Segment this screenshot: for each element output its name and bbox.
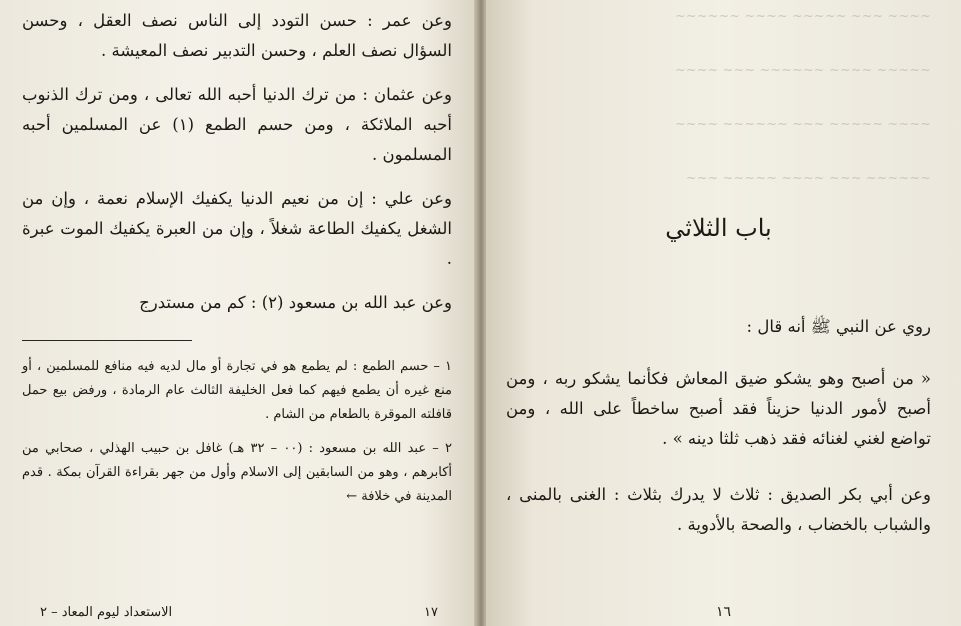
left-page: [0, 0, 478, 626]
right-page: [486, 0, 961, 626]
paragraph-hadith-intro: روي عن النبي ﷺ أنه قال :: [746, 317, 931, 336]
footnote-divider: [22, 340, 192, 341]
bleed-through-text: ~~~~ ~~~ ~~~~~ ~~~~ ~~~~~~: [674, 9, 931, 24]
right-page-number: ١٦: [715, 604, 732, 620]
left-page-footer: [40, 605, 438, 620]
left-page-number: ١٧: [424, 605, 438, 620]
paragraph-ibn-masud: وعن عبد الله بن مسعود (٢) : كم من مستدرج: [139, 293, 452, 312]
paragraph-ali: وعن علي : إن من نعيم الدنيا يكفيك الإسلام نعمة ، وإن من الشغل يكفيك الطاعة شغلاً ، وإن من العبرة يكفيك الموت عبرة .: [22, 189, 452, 268]
bleed-through-text: ~~~~~ ~~~~ ~~~~~~ ~~~ ~~~~: [674, 63, 931, 78]
chapter-title: باب الثلاثي: [665, 214, 772, 242]
paragraph-omar: وعن عمر : حسن التودد إلى الناس نصف العقل ، وحسن السؤال نصف العلم ، وحسن التدبير نصف المعيشة .: [22, 11, 452, 60]
running-footer: الاستعداد ليوم المعاد – ٢: [40, 605, 173, 620]
paragraph-hadith: « من أصبح وهو يشكو ضيق المعاش فكأنما يشكو ربه ، ومن أصبح لأمور الدنيا حزيناً فقد أصبح ساخطاً على الله ، ومن تواضع لغني لغنائه فقد ذهب ثلثا دينه » .: [506, 369, 931, 448]
footnote-1: ١ – حسم الطمع : لم يطمع هو في تجارة أو مال لديه فيه منافع للمسلمين ، أو منع غيره أن يطمع فيهم كما فعل الخليفة الثالث عام الرمادة ، ورفض بيع حمل قافلته الموقرة بالطعام من الشام .: [22, 359, 452, 422]
bleed-through-text: ~~~~ ~~~~~ ~~~ ~~~~~~ ~~~~: [674, 117, 931, 132]
paragraph-othman: وعن عثمان : من ترك الدنيا أحبه الله تعالى ، ومن ترك الذنوب أحبه الملائكة ، ومن حسم الطمع (١) عن المسلمين أحبه المسلمون .: [22, 85, 452, 164]
footnote-2: ٢ – عبد الله بن مسعود : (٠٠ – ٣٢ هـ) غافل بن حبيب الهذلي ، صحابي من أكابرهم ، وهو من السابقين إلى الاسلام وأول من جهر بقراءة القرآن بمكة . قدم المدينة في خلافة ←: [22, 441, 452, 504]
bleed-through-text: ~~~~~~ ~~~ ~~~~ ~~~~~ ~~~: [685, 171, 931, 186]
paragraph-abu-bakr: وعن أبي بكر الصديق : ثلاث لا يدرك بثلاث : الغنى بالمنى ، والشباب بالخضاب ، والصحة بالأدوية .: [506, 485, 931, 534]
